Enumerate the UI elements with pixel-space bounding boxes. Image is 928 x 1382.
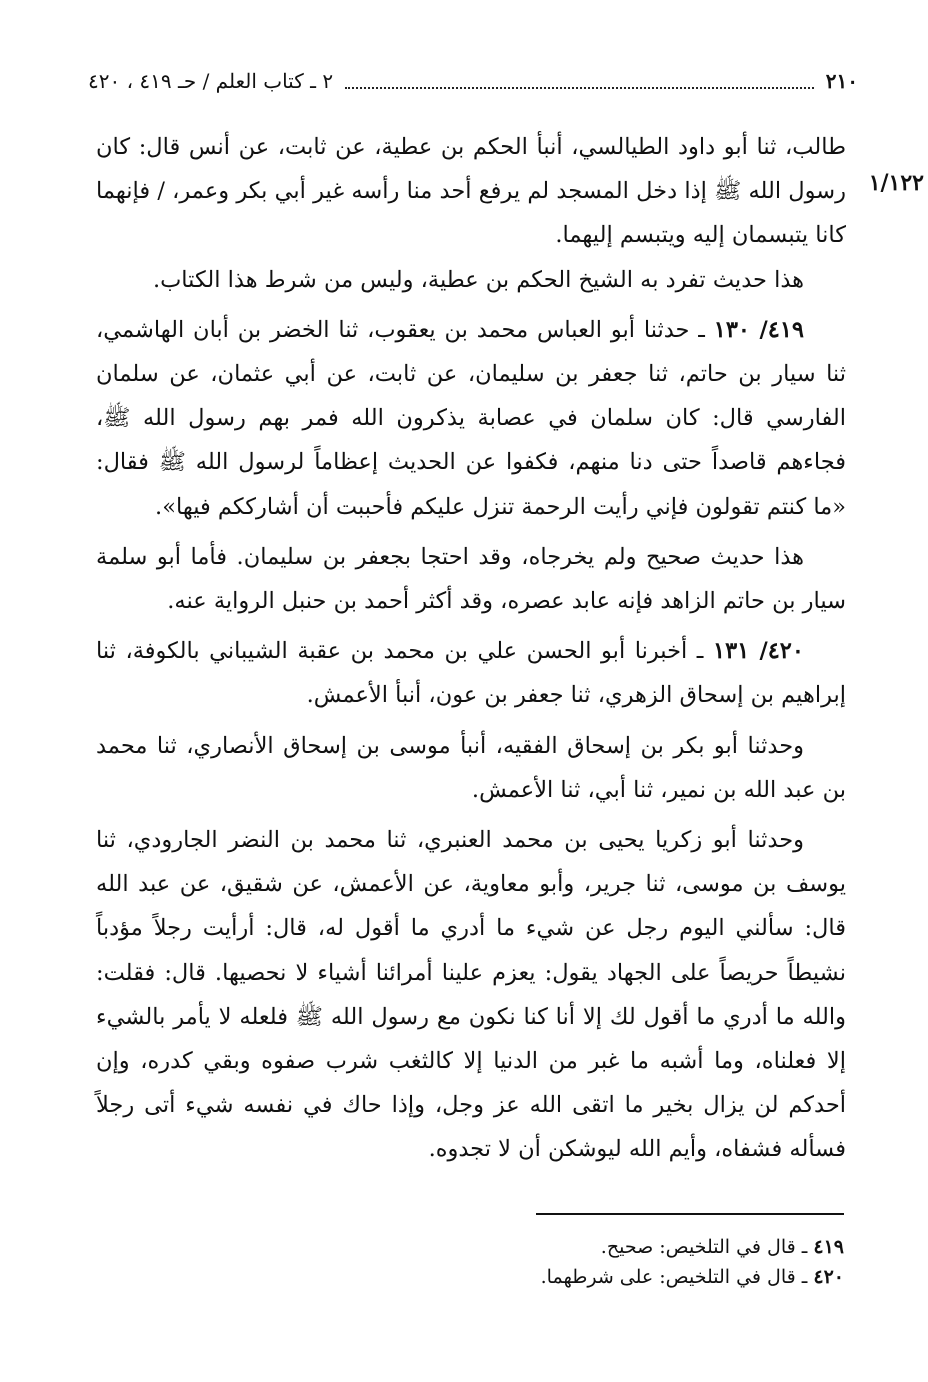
footnote [400,1262,844,1292]
hadith-number: ٤٢٠/ ١٣١ [712,638,804,665]
paragraph-chain [96,724,846,812]
paragraph-comment [96,258,846,302]
paragraph-chain [96,818,846,1172]
paragraph-text: وحدثنا أبو بكر بن إسحاق الفقيه، أنبأ موسى بن إسحاق الأنصاري، ثنا محمد بن عبد الله بن نمير، ثنا أبي، ثنا الأعمش. [96,732,846,803]
footnote-number: ٤١٩ [813,1236,844,1258]
margin-folio-note: ١/١٢٢ [868,170,924,196]
paragraph-text: هذا حديث تفرد به الشيخ الحكم بن عطية، وليس من شرط هذا الكتاب. [152,266,804,293]
page-header [88,64,858,98]
paragraph-text: طالب، ثنا أبو داود الطيالسي، أنبأ الحكم بن عطية، عن ثابت، عن أنس قال: كان رسول الله ﷺ إذا دخل المسجد لم يرفع أحد منا رأسه غير أبي بكر وعمر، / فإنهما كانا يتبسمان إليه ويتبسم إليهما. [96,134,846,249]
hadith-number: ٤١٩/ ١٣٠ [713,316,804,343]
footnote-text: ـ قال في التلخيص: صحيح. [600,1236,808,1258]
paragraph-text: هذا حديث صحيح ولم يخرجاه، وقد احتجا بجعفر بن سليمان. فأما أبو سلمة سيار بن حاتم الزاهد فإنه عابد عصره، وقد أكثر أحمد بن حنبل الرواية عنه. [96,543,846,615]
paragraph-text: ـ حدثنا أبو العباس محمد بن يعقوب، ثنا الخضر بن أبان الهاشمي، ثنا سيار بن حاتم، ثنا جعفر بن سليمان، عن ثابت، عن أبي عثمان، عن سلمان الفارسي قال: كان سلمان في عصابة يذكرون الله فمر بهم رسول الله ﷺ، فجاءهم قاصداً حتى دنا منهم، فكفوا عن الحديث إعظاماً لرسول الله ﷺ فقال: «ما كنتم تقولون فإني رأيت الرحمة تنزل عليكم فأحببت أن أشارككم فيها». [96,316,846,520]
hadith-420 [96,629,846,717]
footnote-number: ٤٢٠ [813,1266,844,1288]
footnote-text: ـ قال في التلخيص: على شرطهما. [540,1266,808,1288]
paragraph-comment [96,535,846,623]
paragraph-text: وحدثنا أبو زكريا يحيى بن محمد العنبري، ثنا محمد بن النضر الجارودي، ثنا يوسف بن موسى، ثنا جرير، وأبو معاوية، عن الأعمش، عن شقيق، عن عبد الله قال: سألني اليوم رجل عن شيء ما أدري ما أقول له، قال: أرأيت رجلاً مؤدباً نشيطاً حريصاً على الجهاد يقول: يعزم علينا أمرائنا أشياء لا نحصيها. قال: فقلت: والله ما أدري ما أقول لك إلا أنا كنا نكون مع رسول الله ﷺ فلعله لا يأمر بالشيء إلا فعلناه، وما أشبه ما غبر من الدنيا إلا كالثغب شرب صفوه وبقي كدره، وإن أحدكم لن يزال بخير ما اتقى الله عز وجل، وإذا حاك في نفسه شيء أتى رجلاً فسأله فشفاه، وأيم الله ليوشكن أن لا تجدوه. [96,827,846,1163]
main-text [96,125,846,1172]
footnote-separator [536,1213,844,1215]
header-dotted-leader [345,73,814,89]
footnote [400,1232,844,1262]
running-title: ٢ ـ كتاب العلم / حـ ٤١٩ ، ٤٢٠ [88,69,334,93]
paragraph-continuation [96,125,846,258]
hadith-419 [96,308,846,529]
paragraph-text: ـ أخبرنا أبو الحسن علي بن محمد بن عقبة الشيباني بالكوفة، ثنا إبراهيم بن إسحاق الزهري، ثنا جعفر بن عون، أنبأ الأعمش. [96,638,846,709]
footnotes [400,1232,844,1292]
page-number: ٢١٠ [825,69,858,93]
